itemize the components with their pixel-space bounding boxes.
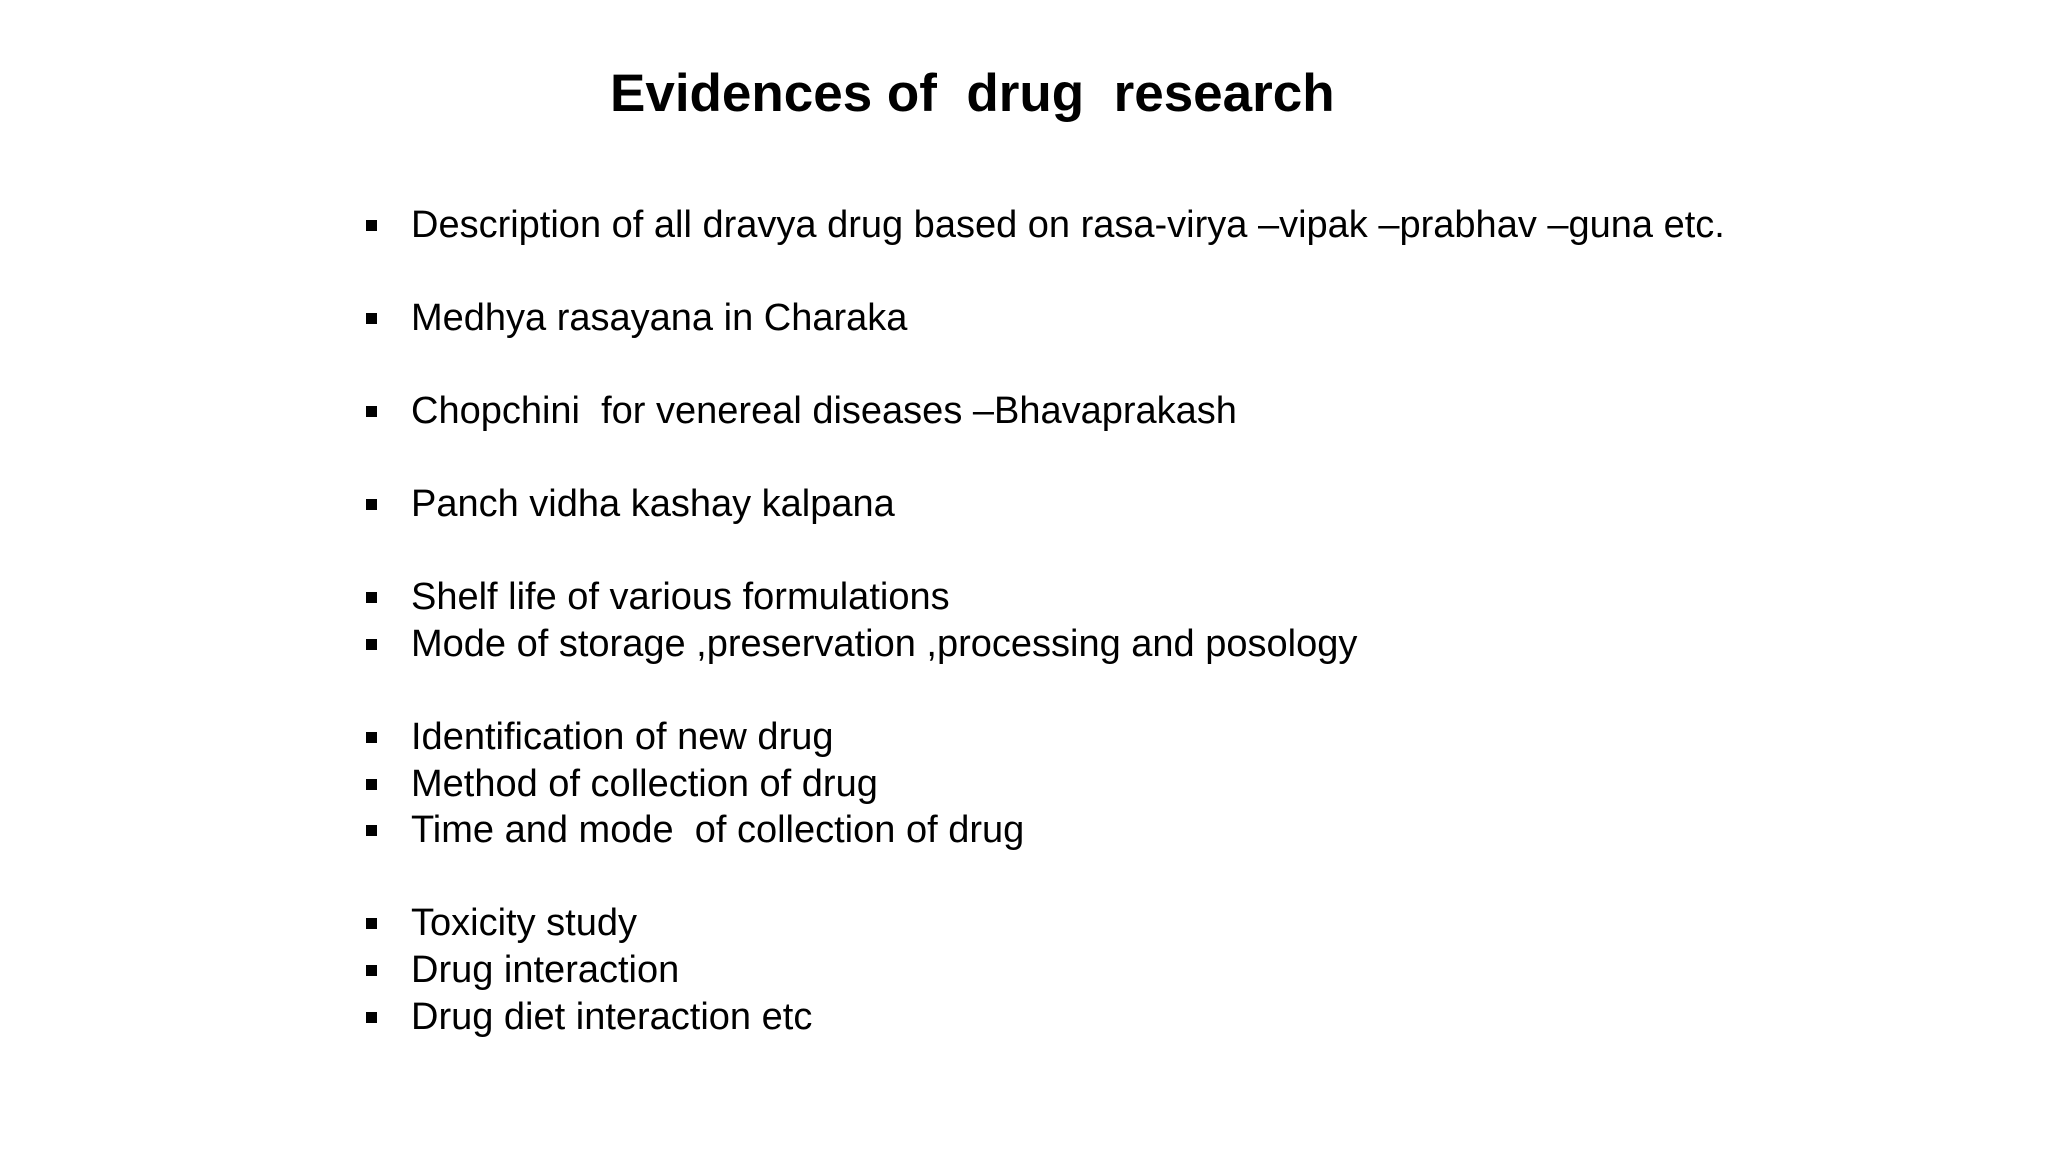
bullet-item xyxy=(366,574,950,620)
bullet-text: Medhya rasayana in Charaka xyxy=(411,297,908,339)
bullet-text: Shelf life of various formulations xyxy=(411,576,950,618)
bullet-item xyxy=(366,994,812,1040)
square-bullet-icon xyxy=(366,918,377,929)
bullet-text: Description of all dravya drug based on rasa-virya –vipak –prabhav –guna etc. xyxy=(411,204,1725,246)
slide-title: Evidences of drug research xyxy=(610,64,1335,123)
square-bullet-icon xyxy=(366,313,377,324)
bullet-item xyxy=(366,761,878,807)
bullet-text: Identification of new drug xyxy=(411,716,834,758)
bullet-text: Time and mode of collection of drug xyxy=(411,809,1025,851)
bullet-text: Drug diet interaction etc xyxy=(411,996,813,1038)
bullet-text: Drug interaction xyxy=(411,949,680,991)
bullet-item xyxy=(366,481,895,527)
square-bullet-icon xyxy=(366,639,377,650)
bullet-text: Panch vidha kashay kalpana xyxy=(411,483,895,525)
bullet-item xyxy=(366,202,1725,248)
square-bullet-icon xyxy=(366,779,377,790)
bullet-item xyxy=(366,947,679,993)
bullet-item xyxy=(366,295,907,341)
bullet-text: Method of collection of drug xyxy=(411,763,878,805)
square-bullet-icon xyxy=(366,499,377,510)
bullet-item xyxy=(366,807,1024,853)
square-bullet-icon xyxy=(366,406,377,417)
bullet-item xyxy=(366,714,834,760)
square-bullet-icon xyxy=(366,592,377,603)
bullet-text: Mode of storage ,preservation ,processing and posology xyxy=(411,623,1358,665)
bullet-item xyxy=(366,900,637,946)
bullet-text: Chopchini for venereal diseases –Bhavaprakash xyxy=(411,390,1237,432)
square-bullet-icon xyxy=(366,220,377,231)
square-bullet-icon xyxy=(366,965,377,976)
square-bullet-icon xyxy=(366,732,377,743)
bullet-item xyxy=(366,621,1357,667)
bullet-item xyxy=(366,388,1237,434)
square-bullet-icon xyxy=(366,825,377,836)
square-bullet-icon xyxy=(366,1012,377,1023)
bullet-text: Toxicity study xyxy=(411,902,637,944)
